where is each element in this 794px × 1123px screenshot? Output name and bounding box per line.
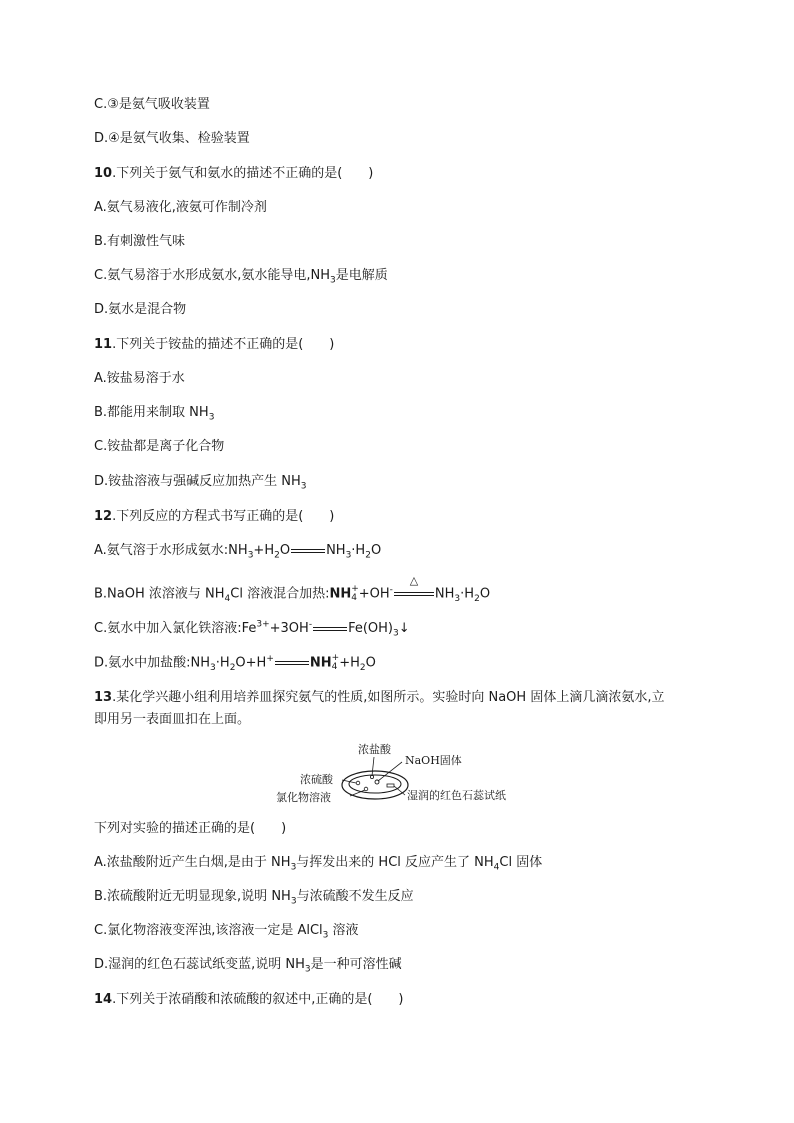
q10-option-b: B.有刺激性气味 <box>94 234 186 249</box>
q13-option-c: C.氯化物溶液变浑浊,该溶液一定是 AlCl$_3$ 溶液 <box>94 923 359 941</box>
q11-option-d: D.铵盐溶液与强碱反应加热产生 $NH_3$ <box>94 474 307 492</box>
equals-sign <box>313 624 347 634</box>
q11-option-c: C.铵盐都是离子化合物 <box>94 439 225 454</box>
q11-option-b: B.都能用来制取 $NH_3$ <box>94 405 215 423</box>
q12-stem: 12.下列反应的方程式书写正确的是( ) <box>94 509 335 524</box>
q13-question: 下列对实验的描述正确的是( ) <box>94 821 287 836</box>
litmus-paper <box>387 784 394 787</box>
label-naoh: NaOH固体 <box>405 754 462 767</box>
q10-stem: 10.下列关于氨气和氨水的描述不正确的是( ) <box>94 166 374 181</box>
q10-option-a: A.氨气易液化,液氨可作制冷剂 <box>94 200 267 215</box>
q11-option-a: A.铵盐易溶于水 <box>94 371 185 386</box>
q12-option-d: D.氨水中加盐酸$:NH_3\cdot H_2O+H^+$ NH + 4 $+H_2O$ <box>94 653 376 674</box>
q13-stem-line1: 13.某化学兴趣小组利用培养皿探究氨气的性质,如图所示。实验时向 NaOH 固体上滴几滴浓氨水,立 <box>94 690 665 705</box>
q13-option-b: B.浓硫酸附近无明显现象,说明 $NH_3$与浓硫酸不发生反应 <box>94 889 414 907</box>
petri-dish-figure <box>270 740 530 810</box>
q10-option-d: D.氨水是混合物 <box>94 302 187 317</box>
label-hcl: 浓盐酸 <box>358 743 391 756</box>
heat-equals-sign: △ <box>394 589 434 599</box>
q10-option-c: C.氨气易溶于水形成氨水,氨水能导电$,NH_3$是电解质 <box>94 268 388 286</box>
q12-option-a: A.氨气溶于水形成氨水$:NH_3+H_2O$ $NH_3\cdot H_2O$ <box>94 543 382 561</box>
q12-option-b: B.NaOH 浓溶液与 $NH_4Cl$ 溶液混合加热:NH + 4 +OH- △ $NH_3\cdot H_2O$ <box>94 574 491 605</box>
q9-option-d: D.④是氨气收集、检验装置 <box>94 131 250 146</box>
label-litmus: 湿润的红色石蕊试纸 <box>407 789 506 802</box>
equals-sign <box>291 546 325 556</box>
q13-stem-line2: 即用另一表面皿扣在上面。 <box>94 712 251 727</box>
petri-dish-diagram <box>270 740 530 810</box>
q13-option-d: D.湿润的红色石蕊试纸变蓝,说明 $NH_3$是一种可溶性碱 <box>94 957 402 975</box>
q14-stem: 14.下列关于浓硝酸和浓硫酸的叙述中,正确的是( ) <box>94 992 404 1007</box>
q13-option-a: A.浓盐酸附近产生白烟,是由于 $NH_3$与挥发出来的 HCl 反应产生了 $NH_4Cl$ 固体 <box>94 855 543 873</box>
q11-stem: 11.下列关于铵盐的描述不正确的是( ) <box>94 337 335 352</box>
q12-option-c: C.氨水中加入氯化铁溶液$:Fe^{3+}+3OH^-$ $Fe(OH)_3↓$ <box>94 619 410 639</box>
equals-sign <box>275 658 309 668</box>
h2so4-spot <box>356 781 360 785</box>
label-h2so4: 浓硫酸 <box>300 773 333 786</box>
label-chloride: 氯化物溶液 <box>276 791 331 804</box>
q9-option-c: C.③是氨气吸收装置 <box>94 97 210 112</box>
